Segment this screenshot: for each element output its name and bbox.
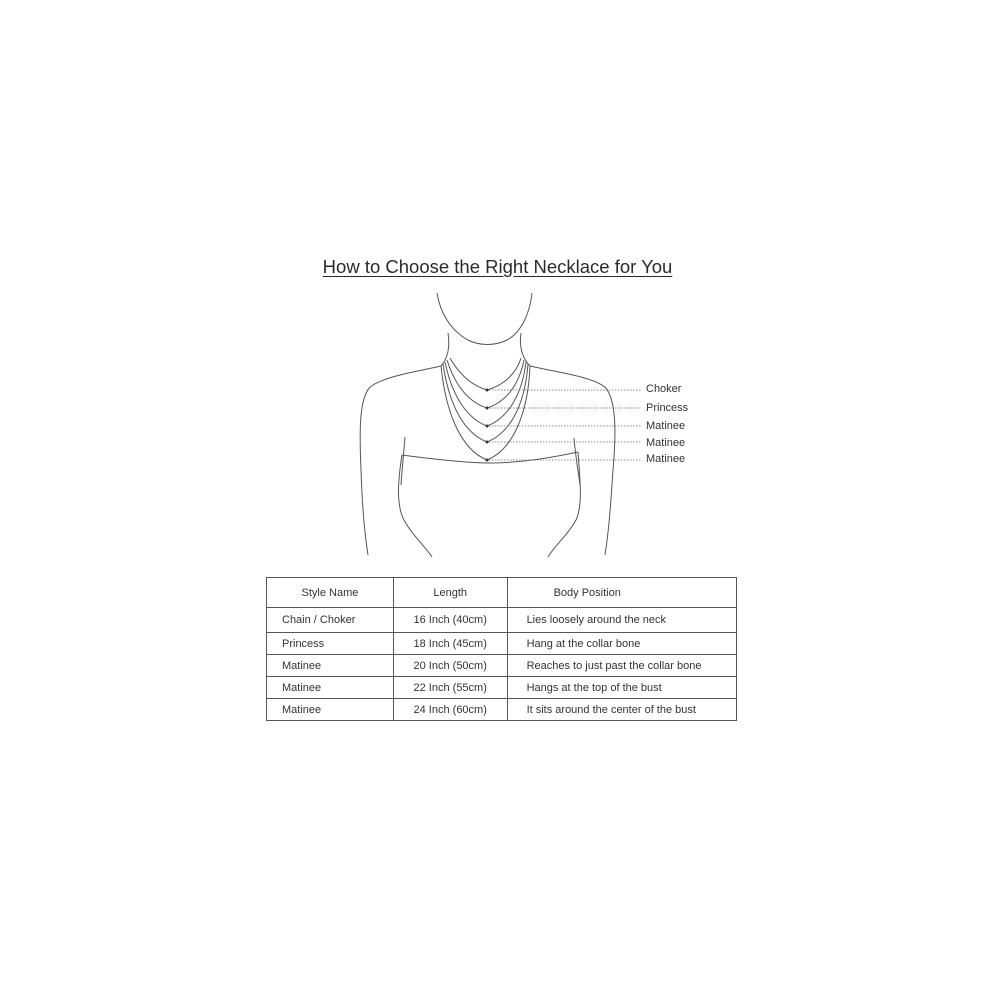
table-row (267, 608, 737, 633)
necklace-size-table (266, 577, 737, 721)
cell-position: Lies loosely around the neck (507, 608, 736, 633)
label-matinee-20: Matinee (646, 420, 686, 432)
label-choker: Choker (646, 383, 682, 395)
cell-length: 22 Inch (55cm) (393, 677, 507, 699)
table-header-row (267, 578, 737, 608)
necklace-chains (441, 358, 530, 460)
label-matinee-22: Matinee (646, 437, 686, 449)
chain-matinee-22 (443, 364, 528, 442)
cell-position: Reaches to just past the collar bone (507, 655, 736, 677)
cell-style: Chain / Choker (267, 608, 394, 633)
header-style-name: Style Name (267, 578, 394, 608)
label-princess: Princess (646, 402, 689, 414)
cell-length: 16 Inch (40cm) (393, 608, 507, 633)
cell-style: Matinee (267, 655, 394, 677)
cell-position: Hang at the collar bone (507, 633, 736, 655)
label-matinee-24: Matinee (646, 453, 686, 465)
cell-position: Hangs at the top of the bust (507, 677, 736, 699)
page-title: How to Choose the Right Necklace for You (322, 256, 673, 277)
table-row (267, 699, 737, 721)
table-row (267, 677, 737, 699)
cell-position: It sits around the center of the bust (507, 699, 736, 721)
cell-length: 20 Inch (50cm) (393, 655, 507, 677)
cell-style: Matinee (267, 677, 394, 699)
leader-lines (489, 390, 641, 460)
cell-style: Matinee (267, 699, 394, 721)
header-length: Length (393, 578, 507, 608)
cell-style: Princess (267, 633, 394, 655)
cell-length: 24 Inch (60cm) (393, 699, 507, 721)
chain-choker (450, 358, 521, 390)
header-body-position: Body Position (507, 578, 736, 608)
pendant-dots (486, 389, 489, 462)
chain-matinee-24 (441, 366, 530, 460)
cell-length: 18 Inch (45cm) (393, 633, 507, 655)
table-row (267, 655, 737, 677)
table-row (267, 633, 737, 655)
